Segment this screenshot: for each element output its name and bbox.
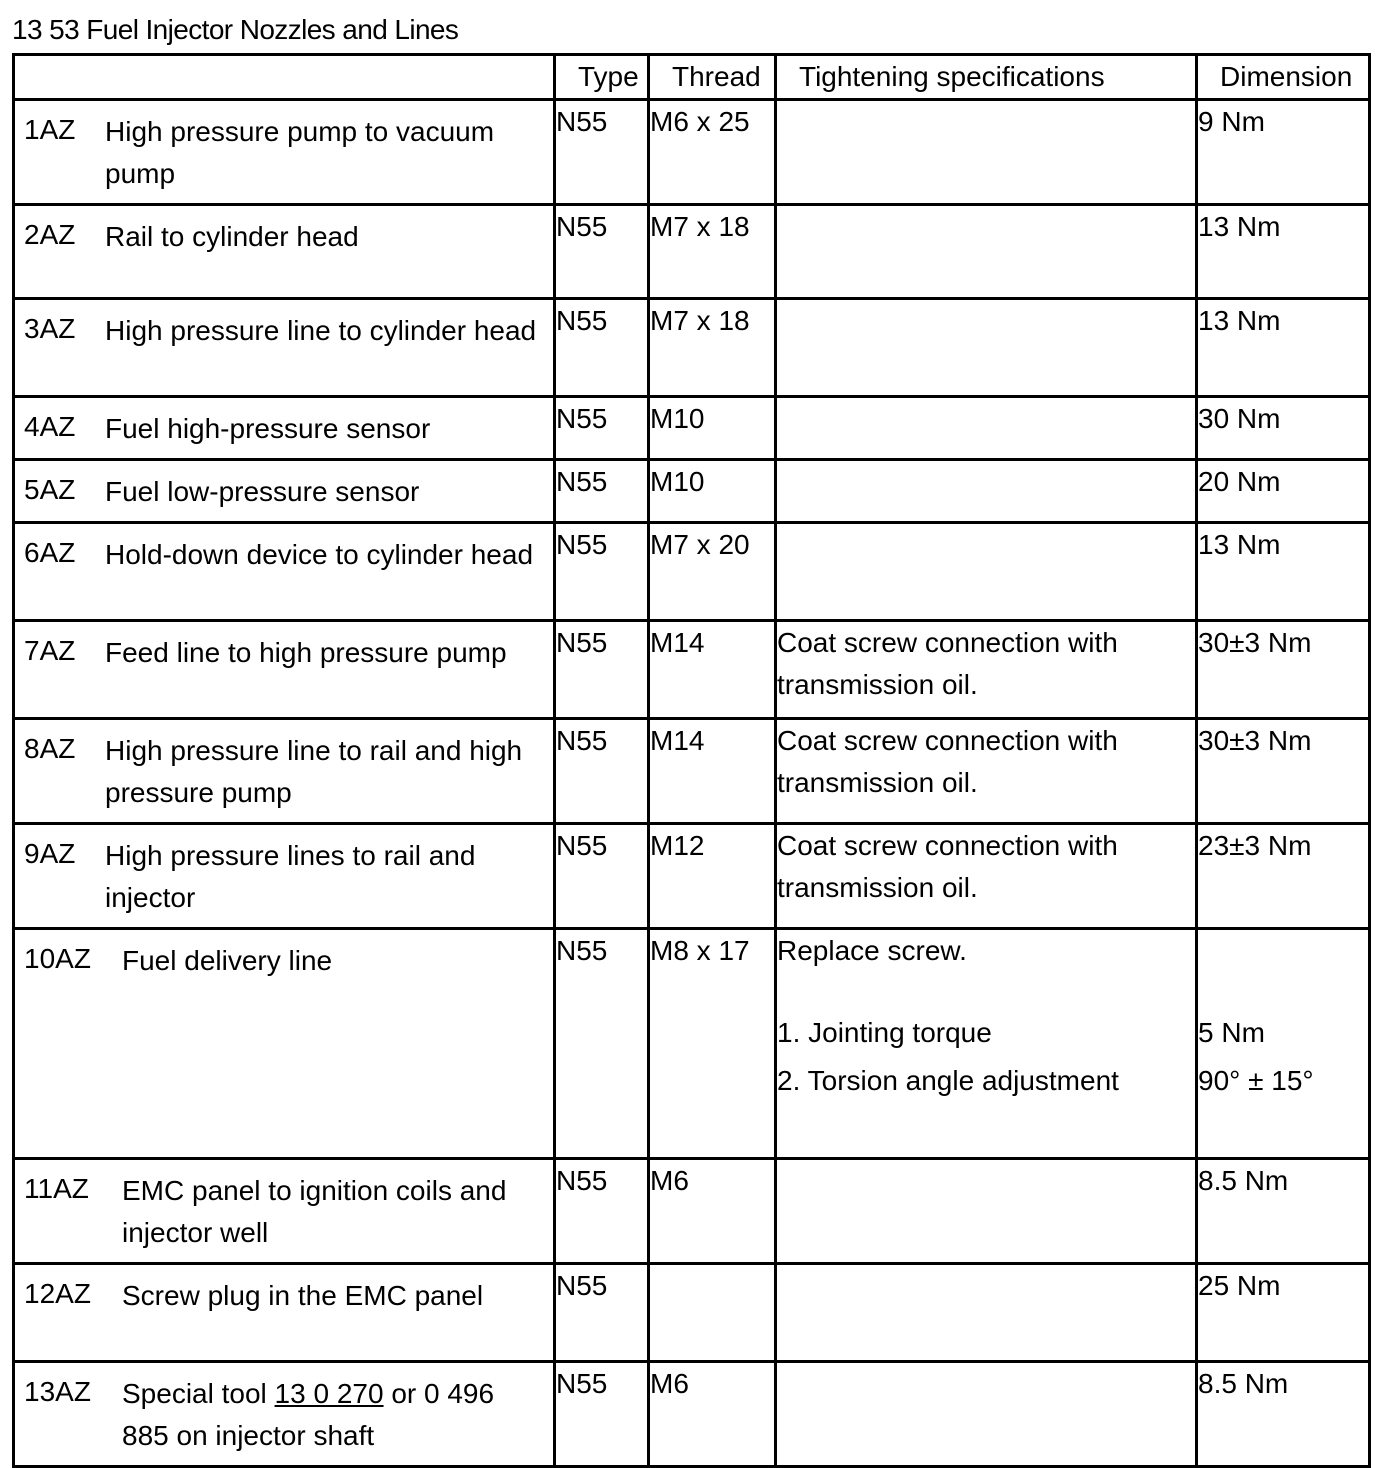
row-thread: M10 (649, 460, 776, 523)
row-id: 8AZ (24, 733, 76, 764)
tightening-step-2: 2. Torsion angle adjustment (777, 1065, 1119, 1096)
special-tool-link[interactable]: 13 0 270 (274, 1378, 384, 1409)
row-thread: M7 x 18 (649, 299, 776, 397)
header-thread: Thread (649, 55, 776, 100)
row-description: Fuel high-pressure sensor (105, 413, 431, 444)
row-dimension: 13 Nm (1197, 523, 1370, 621)
table-row (14, 719, 1370, 824)
row-component-cell (14, 523, 555, 621)
row-id: 13AZ (24, 1376, 91, 1407)
row-id: 1AZ (24, 114, 76, 145)
table-row (14, 460, 1370, 523)
row-component-cell (14, 719, 555, 824)
row-thread: M14 (649, 621, 776, 719)
row-type: N55 (555, 397, 649, 460)
row-thread: M12 (649, 824, 776, 929)
row-description: Feed line to high pressure pump (105, 637, 507, 668)
row-tightening (776, 205, 1197, 299)
torque-spec-table (12, 53, 1371, 1468)
row-component-cell (14, 1159, 555, 1264)
row-type: N55 (555, 621, 649, 719)
row-component-cell (14, 100, 555, 205)
row-tightening (776, 299, 1197, 397)
row-id: 11AZ (24, 1173, 89, 1204)
table-row (14, 824, 1370, 929)
row-type: N55 (555, 929, 649, 1159)
table-row (14, 1264, 1370, 1362)
row-component-cell (14, 299, 555, 397)
row-description: Fuel low-pressure sensor (105, 476, 420, 507)
description-suffix: or 0 496 885 on injector shaft (122, 1378, 495, 1451)
row-description: Hold-down device to cylinder head (105, 539, 534, 570)
table-header-row (14, 55, 1370, 100)
row-tightening (776, 397, 1197, 460)
row-dimension: 8.5 Nm (1197, 1159, 1370, 1264)
row-id: 2AZ (24, 219, 76, 250)
table-row (14, 523, 1370, 621)
row-tightening (776, 460, 1197, 523)
row-id: 10AZ (24, 943, 91, 974)
row-id: 12AZ (24, 1278, 91, 1309)
row-description: Fuel delivery line (122, 945, 333, 976)
table-row (14, 929, 1370, 1159)
row-component-cell (14, 460, 555, 523)
row-thread: M6 (649, 1362, 776, 1467)
row-description: High pressure lines to rail and injector (105, 840, 476, 913)
row-id: 6AZ (24, 537, 76, 568)
step-2-value: 90° ± 15° (1198, 1065, 1314, 1096)
page-title: 13 53 Fuel Injector Nozzles and Lines (12, 14, 459, 45)
row-description: EMC panel to ignition coils and injector well (122, 1175, 507, 1248)
row-type: N55 (555, 1159, 649, 1264)
row-dimension: 25 Nm (1197, 1264, 1370, 1362)
table-row (14, 1362, 1370, 1467)
row-description: High pressure line to rail and high pressure pump (105, 735, 523, 808)
row-dimension: 9 Nm (1197, 100, 1370, 205)
row-type: N55 (555, 523, 649, 621)
row-component-cell (14, 929, 555, 1159)
header-tightening: Tightening specifications (776, 55, 1197, 100)
row-thread: M6 x 25 (649, 100, 776, 205)
row-component-cell (14, 1264, 555, 1362)
row-dimension: 13 Nm (1197, 299, 1370, 397)
row-id: 5AZ (24, 474, 76, 505)
row-tightening: Coat screw connection with transmission oil. (776, 719, 1197, 824)
row-tightening (776, 100, 1197, 205)
row-type: N55 (555, 460, 649, 523)
row-id: 9AZ (24, 838, 76, 869)
row-tightening (776, 1159, 1197, 1264)
row-description (15, 1363, 553, 1465)
description-prefix: Special tool (122, 1378, 275, 1409)
row-component-cell (14, 397, 555, 460)
row-dimension: 13 Nm (1197, 205, 1370, 299)
row-thread: M7 x 18 (649, 205, 776, 299)
tightening-intro: Replace screw. (777, 935, 967, 966)
row-dimension: 20 Nm (1197, 460, 1370, 523)
row-thread: M10 (649, 397, 776, 460)
row-tightening (776, 1362, 1197, 1467)
table-row (14, 621, 1370, 719)
row-type: N55 (555, 100, 649, 205)
row-description: Rail to cylinder head (105, 221, 359, 252)
row-thread: M14 (649, 719, 776, 824)
row-component-cell (14, 205, 555, 299)
row-type: N55 (555, 205, 649, 299)
row-thread (649, 1264, 776, 1362)
table-row (14, 397, 1370, 460)
row-type: N55 (555, 1264, 649, 1362)
row-id: 7AZ (24, 635, 76, 666)
row-tightening (776, 929, 1197, 1159)
row-thread: M6 (649, 1159, 776, 1264)
row-description: High pressure line to cylinder head (105, 315, 537, 346)
header-dimension: Dimension (1197, 55, 1370, 100)
row-id: 4AZ (24, 411, 76, 442)
table-row (14, 205, 1370, 299)
row-component-cell (14, 1362, 555, 1467)
table-row (14, 1159, 1370, 1264)
row-tightening (776, 1264, 1197, 1362)
tightening-step-1: 1. Jointing torque (777, 1017, 992, 1048)
row-tightening: Coat screw connection with transmission oil. (776, 824, 1197, 929)
row-dimension (1197, 929, 1370, 1159)
row-tightening (776, 523, 1197, 621)
table-row (14, 299, 1370, 397)
row-dimension: 23±3 Nm (1197, 824, 1370, 929)
row-component-cell (14, 824, 555, 929)
row-dimension: 8.5 Nm (1197, 1362, 1370, 1467)
row-dimension: 30 Nm (1197, 397, 1370, 460)
table-row (14, 100, 1370, 205)
row-type: N55 (555, 1362, 649, 1467)
header-type: Type (555, 55, 649, 100)
row-type: N55 (555, 824, 649, 929)
row-type: N55 (555, 299, 649, 397)
row-description: Screw plug in the EMC panel (122, 1280, 484, 1311)
row-thread: M8 x 17 (649, 929, 776, 1159)
header-component (14, 55, 555, 100)
row-type: N55 (555, 719, 649, 824)
row-description: High pressure pump to vacuum pump (105, 116, 495, 189)
step-1-value: 5 Nm (1198, 1017, 1265, 1048)
row-dimension: 30±3 Nm (1197, 621, 1370, 719)
row-thread: M7 x 20 (649, 523, 776, 621)
row-tightening: Coat screw connection with transmission oil. (776, 621, 1197, 719)
row-dimension: 30±3 Nm (1197, 719, 1370, 824)
row-id: 3AZ (24, 313, 76, 344)
row-component-cell (14, 621, 555, 719)
